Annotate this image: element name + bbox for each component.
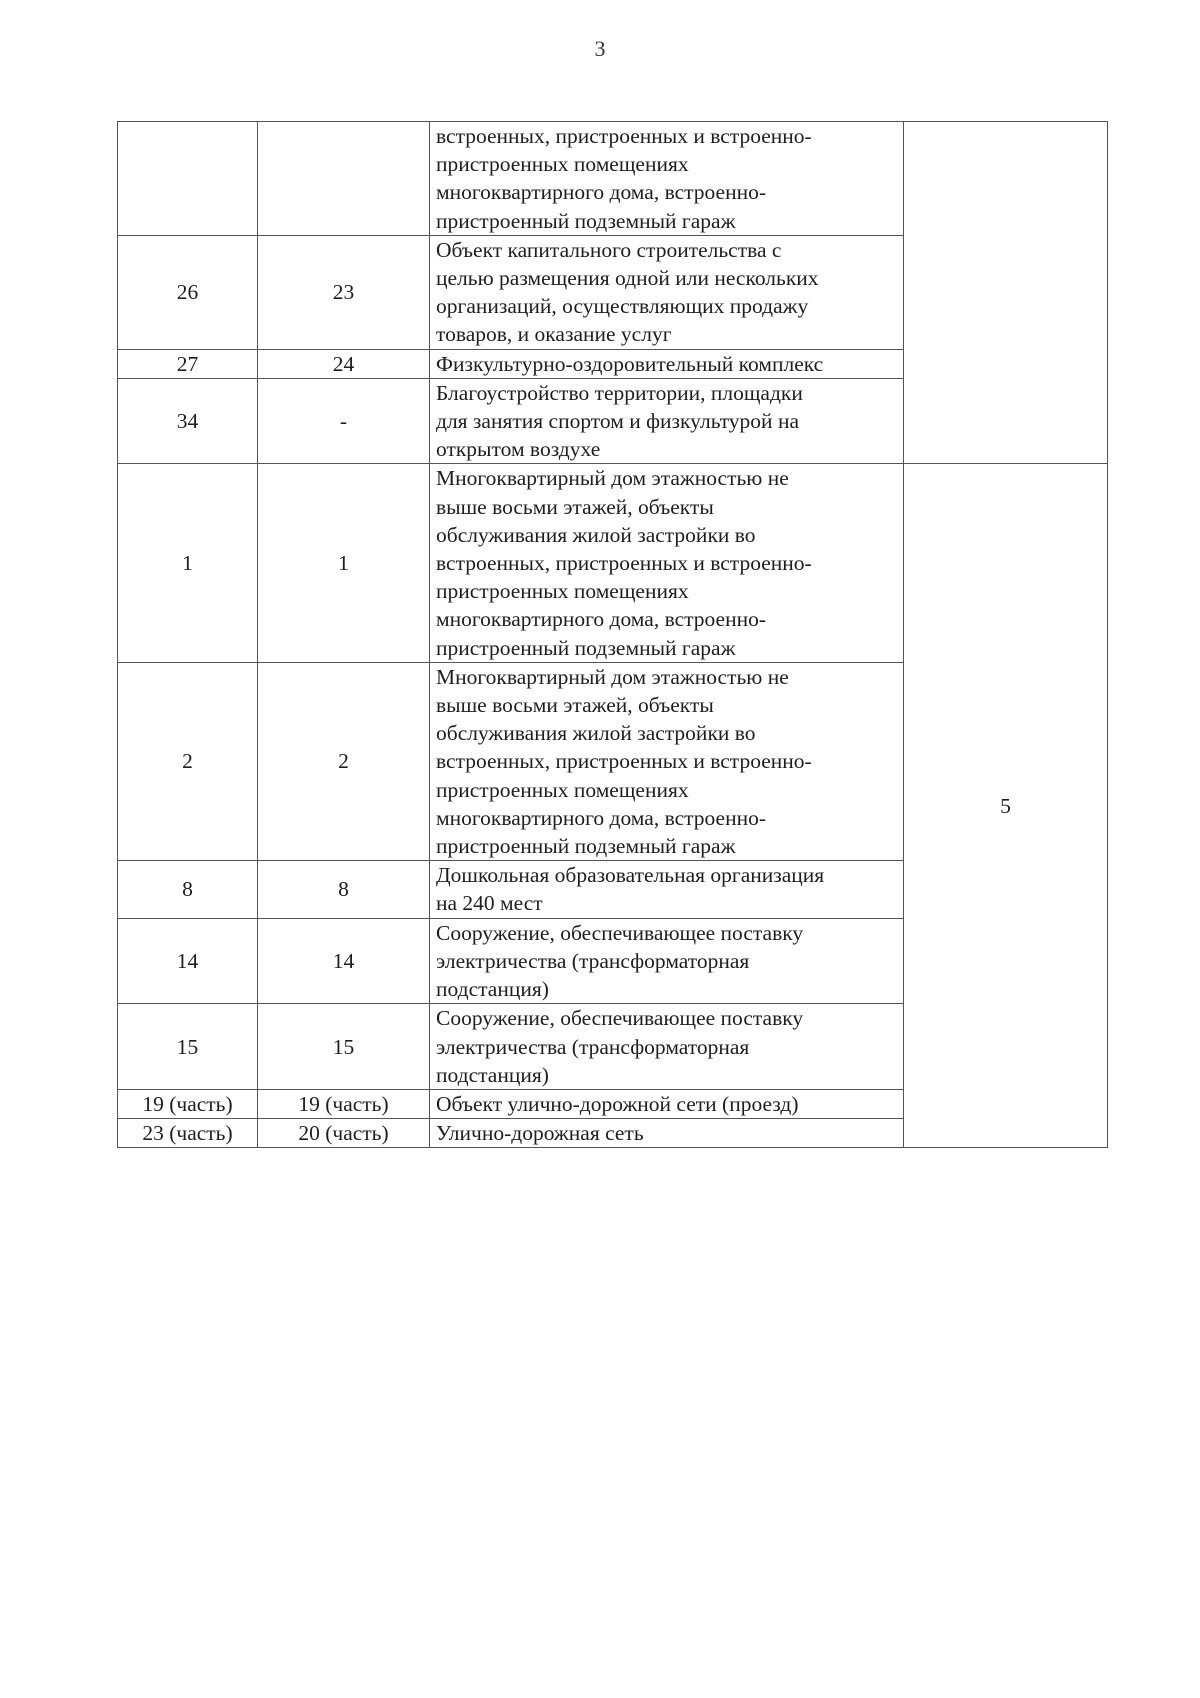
cell-description <box>430 122 904 236</box>
description-line: пристроенный подземный гараж <box>436 834 736 859</box>
cell-col2: 19 (часть) <box>258 1089 430 1118</box>
cell-col2: 23 <box>258 235 430 349</box>
cell-col1: 15 <box>118 1004 258 1090</box>
cell-zone-group: 5 <box>904 464 1108 1148</box>
table-row <box>118 122 1108 236</box>
page-number: 3 <box>594 36 606 61</box>
cell-col1 <box>118 122 258 236</box>
cell-description <box>430 464 904 662</box>
cell-description <box>430 1089 904 1118</box>
description-line: Физкультурно-оздоровительный комплекс <box>436 351 824 376</box>
cell-col1: 14 <box>118 918 258 1004</box>
description-line: электричества (трансформаторная <box>436 1034 750 1059</box>
description-line: Объект улично-дорожной сети (проезд) <box>436 1091 799 1116</box>
description-line: обслуживания жилой застройки во <box>436 522 756 547</box>
description-line: встроенных, пристроенных и встроенно- <box>436 124 812 148</box>
description-line: Улично-дорожная сеть <box>436 1121 644 1146</box>
description-line: Объект капитального строительства с <box>436 237 782 262</box>
cell-col1: 23 (часть) <box>118 1119 258 1148</box>
description-line: Благоустройство территории, площадки <box>436 380 803 405</box>
cell-col1: 27 <box>118 349 258 378</box>
description-line: организаций, осуществляющих продажу <box>436 294 809 319</box>
description-line: пристроенных помещениях <box>436 579 689 604</box>
cell-col2: 20 (часть) <box>258 1119 430 1148</box>
description-line: многоквартирного дома, встроенно- <box>436 607 767 632</box>
cell-description <box>430 349 904 378</box>
cell-zone-group <box>904 122 1108 464</box>
cell-description <box>430 662 904 860</box>
description-line: обслуживания жилой застройки во <box>436 721 756 746</box>
description-line: подстанция) <box>436 977 549 1002</box>
cell-col1: 8 <box>118 861 258 918</box>
cell-col2: 24 <box>258 349 430 378</box>
cell-col2: 8 <box>258 861 430 918</box>
description-line: Дошкольная образовательная организация <box>436 863 825 888</box>
cell-col1: 2 <box>118 662 258 860</box>
description-line: на 240 мест <box>436 891 543 916</box>
description-line: подстанция) <box>436 1062 549 1087</box>
description-line: пристроенных помещениях <box>436 152 689 177</box>
description-line: открытом воздухе <box>436 437 601 462</box>
description-line: пристроенный подземный гараж <box>436 635 736 660</box>
description-line: целью размещения одной или нескольких <box>436 266 819 291</box>
description-line: пристроенных помещениях <box>436 777 689 802</box>
description-line: многоквартирного дома, встроенно- <box>436 805 767 830</box>
description-line: товаров, и оказание услуг <box>436 322 672 347</box>
description-line: выше восьми этажей, объекты <box>436 693 714 718</box>
description-line: выше восьми этажей, объекты <box>436 494 714 519</box>
description-line: для занятия спортом и физкультурой на <box>436 409 799 434</box>
description-line: Сооружение, обеспечивающее поставку <box>436 920 804 945</box>
cell-col1: 19 (часть) <box>118 1089 258 1118</box>
table-row <box>118 464 1108 662</box>
cell-description <box>430 378 904 464</box>
cell-description <box>430 1004 904 1090</box>
cell-description <box>430 861 904 918</box>
description-line: Сооружение, обеспечивающее поставку <box>436 1006 804 1031</box>
description-line: встроенных, пристроенных и встроенно- <box>436 749 812 774</box>
cell-col2: 15 <box>258 1004 430 1090</box>
cell-col2: 14 <box>258 918 430 1004</box>
description-line: многоквартирного дома, встроенно- <box>436 180 767 205</box>
description-line: электричества (трансформаторная <box>436 948 750 973</box>
cell-col2: - <box>258 378 430 464</box>
cell-col2: 1 <box>258 464 430 662</box>
cell-col1: 1 <box>118 464 258 662</box>
objects-table <box>117 121 1108 1148</box>
document-table-wrapper <box>117 121 1108 1148</box>
cell-col2 <box>258 122 430 236</box>
cell-col2: 2 <box>258 662 430 860</box>
cell-description <box>430 1119 904 1148</box>
description-line: Многоквартирный дом этажностью не <box>436 466 789 491</box>
cell-col1: 26 <box>118 235 258 349</box>
description-line: пристроенный подземный гараж <box>436 208 736 233</box>
description-line: Многоквартирный дом этажностью не <box>436 664 789 689</box>
cell-description <box>430 235 904 349</box>
cell-col1: 34 <box>118 378 258 464</box>
cell-description <box>430 918 904 1004</box>
description-line: встроенных, пристроенных и встроенно- <box>436 551 812 576</box>
